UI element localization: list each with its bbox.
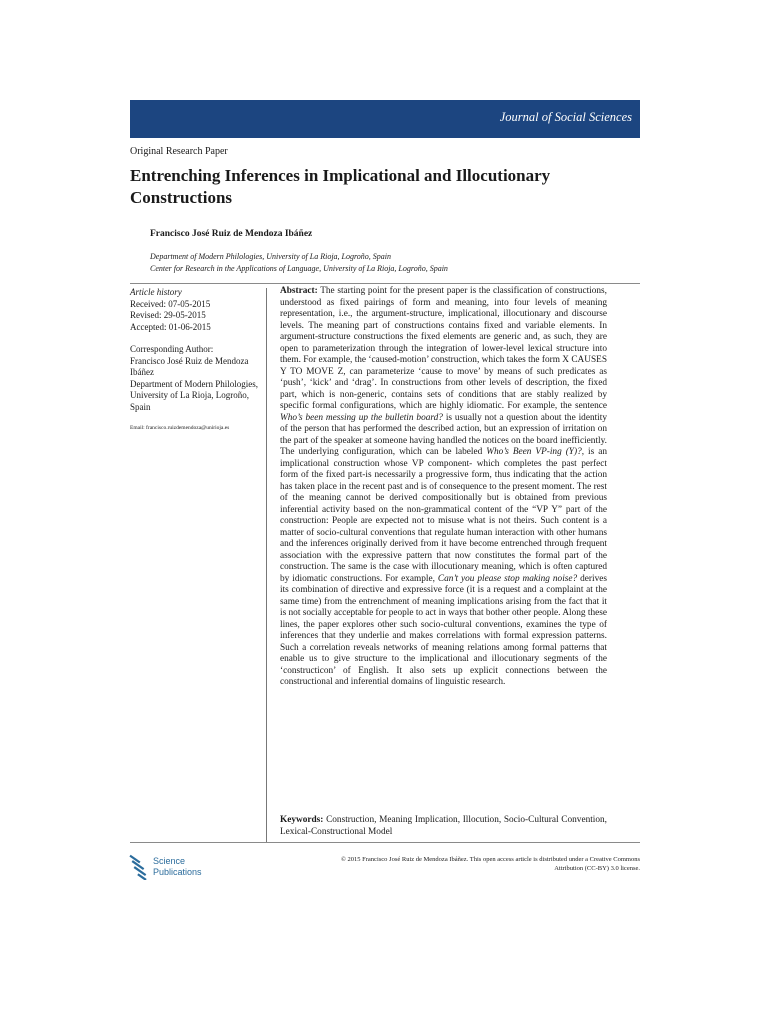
corresponding-author [130, 344, 262, 432]
journal-banner [130, 100, 640, 138]
keywords-label: Keywords: [280, 815, 324, 825]
abstract-text-3: , is an implicational construction whose VP component- which completes the past perfect form of the fixed part-is necessarily a progressive form, thus indicating that the action has taken place in the recent past and is of consequence to the present moment. The rest of the meaning cannot be derived compositionally but is obtained from previous inferential activity based on the non-grammatical content of the “VP Y” part of the construction: People are expected not to misuse what is not theirs. Such content is a matter of socio-cultural conventions that regulate human interaction with other humans and the inferences originally derived from it have become entrenched through frequent association with the expressive pattern that now constitutes the formal part of the construction. The same is the case with illocutionary meaning, which is often captured by idiomatic constructions. For example, [280, 447, 607, 584]
paper-title: Entrenching Inferences in Implicational and Illocutionary Constructions [130, 166, 551, 207]
paper-type: Original Research Paper [130, 146, 228, 157]
affiliation-2: Center for Research in the Applications of Language, University of La Rioja, Logroño, Spain [150, 264, 448, 273]
abstract-example-2: Who’s Been VP-ing (Y)? [486, 447, 582, 457]
license-text [290, 856, 640, 873]
bottom-divider [130, 842, 640, 843]
publisher-line-1: Science [153, 856, 186, 866]
abstract [280, 286, 607, 689]
revised-date: Revised: 29-05-2015 [130, 310, 206, 320]
author-name: Francisco José Ruiz de Mendoza Ibáñez [150, 229, 313, 239]
abstract-text-2: is usually not a question about the identity of the person that has performed the described action, but an expression of irritation on the part of the speaker at someone having handled the notices on the board inefficiently. The underlying configuration, which can be labeled [280, 412, 607, 457]
top-divider [130, 283, 640, 284]
corresponding-email: Email: francisco.ruizdemendoza@unirioja.es [130, 425, 230, 431]
abstract-example-1: Who’s been messing up the bulletin board? [280, 412, 443, 423]
abstract-text-4: derives its combination of directive and expressive force (it is a request and a complaint at the same time) from the entrenchment of meaning implications arising from the fact that it is not socially acceptable for people to act in ways that bother other people. Along these lines, the paper explores other such socio-cultural conventions, examines the type of inferences that they underlie and makes correlations with formal expression patterns. Such a correlation reveals networks of meaning relations among formal patterns that enable us to give structure to the implicational and illocutionary segments of the ‘constructicon’ of English. It also sets up explicit connections between the constructional and inferential domains of linguistic research. [280, 573, 607, 687]
article-history [130, 287, 262, 333]
keywords-text: Construction, Meaning Implication, Illocution, Socio-Cultural Convention, Lexical-Constructional Model [280, 815, 607, 837]
corresponding-dept: Department of Modern Philologies, University of La Rioja, Logroño, Spain [130, 378, 258, 412]
abstract-label: Abstract: [280, 286, 318, 296]
history-label: Article history [130, 287, 182, 297]
science-publications-logo [128, 854, 152, 880]
journal-title: Journal of Social Sciences [499, 110, 632, 124]
publisher-line-2: Publications [153, 867, 202, 877]
abstract-example-3: Can’t you please stop making noise? [437, 573, 578, 584]
keywords [280, 815, 607, 838]
publisher-name [153, 856, 202, 878]
corresponding-label: Corresponding Author: [130, 344, 214, 354]
license-line-1: © 2015 Francisco José Ruiz de Mendoza Ibáñez. This open access article is distributed under a Creative Commons [340, 856, 640, 863]
received-date: Received: 07-05-2015 [130, 298, 211, 309]
affiliation-1: Department of Modern Philologies, University of La Rioja, Logroño, Spain [150, 252, 392, 261]
accepted-date: Accepted: 01-06-2015 [130, 321, 211, 332]
abstract-text-1: The starting point for the present paper is the classification of constructions, understood as fixed pairings of form and meaning, into four levels of meaning representation, i.e., the argument-structure, implicational, illocutionary and discourse levels. The meaning part of constructions contains fixed and variable elements. In argument-structure constructions the fixed elements are generic and, as such, they are open to parameterization through the integration of lower-level lexical structure into them. For example, the ‘caused-motion’ construction, which takes the form X CAUSES Y TO MOVE Z, can parameterize ‘cause to move’ by means of such predicates as ‘push’, ‘kick’ and ‘drag’. In constructions from other levels of description, the fixed part, which is non-generic, contains sets of conditions that are stably realized by specific formal configurations, which are highly idiomatic. For example, the sentence [280, 286, 607, 411]
corresponding-name: Francisco José Ruiz de Mendoza Ibáñez [130, 355, 249, 377]
license-line-2: Attribution (CC-BY) 3.0 license. [554, 864, 640, 872]
column-divider [266, 288, 267, 842]
